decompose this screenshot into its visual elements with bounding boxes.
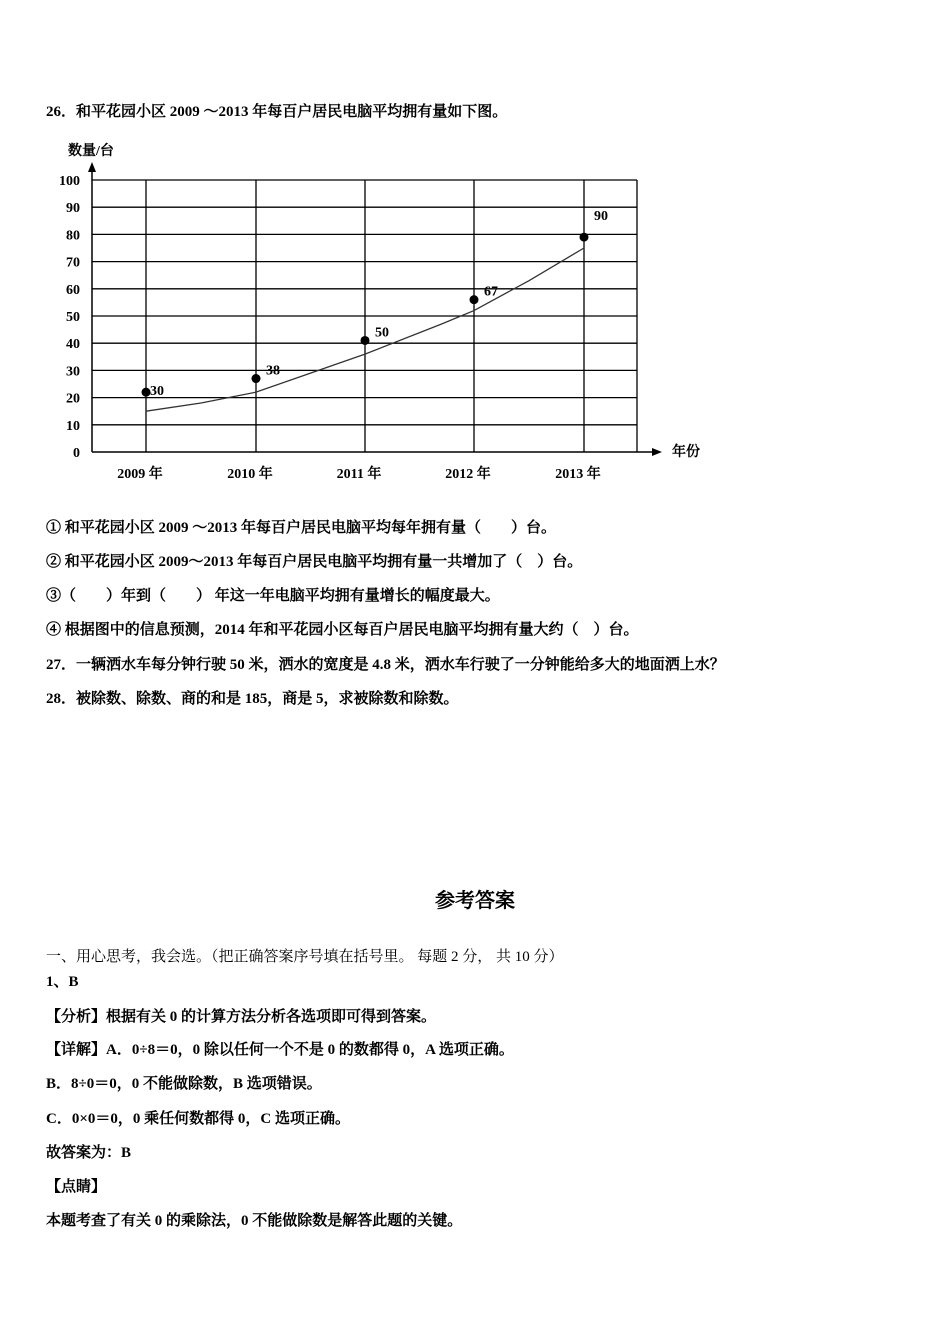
- answer-line: C．0×0＝0，0 乘任何数都得 0，C 选项正确。: [46, 1111, 350, 1127]
- x-tick-label: 2012 年: [445, 467, 491, 482]
- y-tick-label: 10: [66, 418, 80, 434]
- x-tick-label: 2013 年: [555, 467, 601, 482]
- question-27: 27．一辆洒水车每分钟行驶 50 米，洒水的宽度是 4.8 米，洒水车行驶了一分钟能给多大的地面洒上水？: [46, 657, 725, 673]
- question-26-sub-3: ③（ ）年到（ ） 年这一年电脑平均拥有量增长的幅度最大。: [46, 588, 500, 604]
- y-tick-label: 30: [66, 364, 80, 380]
- question-26-sub-1: ① 和平花园小区 2009 ～2013 年每百户居民电脑平均每年拥有量（ ）台。: [46, 520, 557, 536]
- y-tick-label: 50: [66, 310, 80, 325]
- y-tick-label: 0: [73, 446, 80, 461]
- y-tick-label: 70: [66, 255, 80, 271]
- data-label: 90: [594, 209, 608, 225]
- question-26-sub-4: ④ 根据图中的信息预测，2014 年和平花园小区每百户居民电脑平均拥有量大约（ ）台。: [46, 622, 639, 638]
- answer-line: 1、B: [46, 974, 79, 990]
- y-tick-label: 20: [66, 391, 80, 407]
- data-label: 67: [484, 284, 498, 300]
- x-tick-label: 2009 年: [117, 467, 163, 482]
- question-26-stem: 26．和平花园小区 2009 ～2013 年每百户居民电脑平均拥有量如下图。: [46, 104, 508, 120]
- line-chart: [40, 130, 720, 490]
- y-tick-label: 80: [66, 228, 80, 244]
- answers-section-heading: 一、用心思考，我会选。（把正确答案序号填在括号里。 每题 2 分， 共 10 分）: [46, 949, 564, 965]
- y-axis-arrow-icon: [88, 162, 96, 172]
- y-tick-label: 90: [66, 201, 80, 217]
- data-label: 38: [266, 363, 280, 379]
- answer-line: 【详解】A．0÷8＝0，0 除以任何一个不是 0 的数都得 0，A 选项正确。: [46, 1042, 514, 1058]
- question-26-sub-2: ② 和平花园小区 2009～2013 年每百户居民电脑平均拥有量一共增加了（ ）台。: [46, 554, 583, 570]
- y-axis-label: 数量/台: [68, 144, 114, 159]
- x-tick-label: 2011 年: [336, 467, 382, 482]
- y-tick-label: 100: [59, 174, 80, 189]
- data-label: 50: [375, 325, 389, 341]
- answer-line: 【分析】根据有关 0 的计算方法分析各选项即可得到答案。: [46, 1009, 437, 1025]
- answer-line: B．8÷0＝0，0 不能做除数，B 选项错误。: [46, 1076, 322, 1092]
- answer-line: 【点睛】: [46, 1179, 107, 1195]
- y-tick-label: 40: [66, 337, 80, 353]
- data-point: [361, 336, 370, 345]
- answers-title: 参考答案: [435, 890, 515, 912]
- x-axis-label: 年份: [672, 445, 700, 460]
- question-28: 28．被除数、除数、商的和是 185，商是 5，求被除数和除数。: [46, 691, 459, 707]
- answer-line: 本题考查了有关 0 的乘除法，0 不能做除数是解答此题的关键。: [46, 1213, 463, 1229]
- y-tick-label: 60: [66, 282, 80, 298]
- x-tick-label: 2010 年: [227, 467, 273, 482]
- data-label: 30: [150, 384, 164, 400]
- data-point: [470, 295, 479, 304]
- x-axis-arrow-icon: [652, 448, 662, 456]
- answer-line: 故答案为：B: [46, 1145, 132, 1161]
- data-point: [252, 374, 261, 383]
- data-point: [580, 233, 589, 242]
